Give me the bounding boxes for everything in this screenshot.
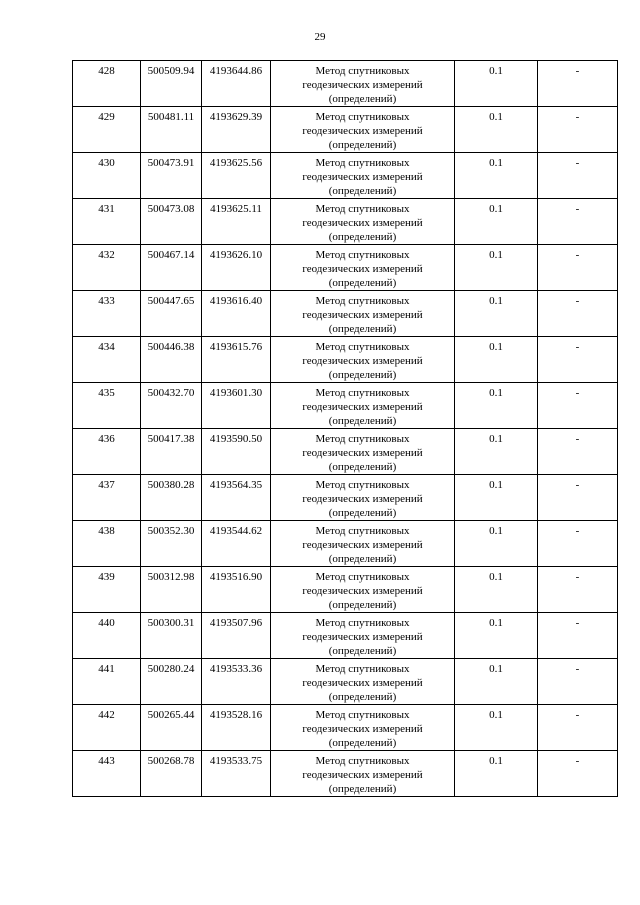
method-line: Метод спутниковых — [315, 571, 410, 583]
x-coordinate-cell: 500268.78 — [141, 751, 202, 797]
y-coordinate-cell: 4193528.16 — [202, 705, 271, 751]
method-line: геодезических измерений — [302, 769, 423, 781]
method-line: геодезических измерений — [302, 217, 423, 229]
method-cell — [271, 153, 455, 199]
accuracy-cell: 0.1 — [455, 475, 538, 521]
point-number-cell: 431 — [73, 199, 141, 245]
method-line: Метод спутниковых — [315, 755, 410, 767]
method-cell — [271, 199, 455, 245]
note-cell: - — [538, 659, 618, 705]
point-number-cell: 436 — [73, 429, 141, 475]
table-row — [73, 475, 618, 521]
method-line: Метод спутниковых — [315, 663, 410, 675]
x-coordinate-cell: 500473.08 — [141, 199, 202, 245]
method-line: Метод спутниковых — [315, 249, 410, 261]
method-line: (определений) — [328, 737, 397, 749]
point-number-cell: 430 — [73, 153, 141, 199]
method-cell — [271, 613, 455, 659]
method-line: Метод спутниковых — [315, 203, 410, 215]
method-line: геодезических измерений — [302, 631, 423, 643]
coordinates-table — [72, 60, 618, 797]
method-line: (определений) — [328, 277, 397, 289]
note-cell: - — [538, 567, 618, 613]
x-coordinate-cell: 500432.70 — [141, 383, 202, 429]
method-line: (определений) — [328, 599, 397, 611]
y-coordinate-cell: 4193615.76 — [202, 337, 271, 383]
x-coordinate-cell: 500280.24 — [141, 659, 202, 705]
x-coordinate-cell: 500467.14 — [141, 245, 202, 291]
method-cell — [271, 659, 455, 705]
method-line: (определений) — [328, 231, 397, 243]
method-line: Метод спутниковых — [315, 479, 410, 491]
table-row — [73, 659, 618, 705]
point-number-cell: 432 — [73, 245, 141, 291]
method-cell — [271, 291, 455, 337]
table-row — [73, 61, 618, 107]
accuracy-cell: 0.1 — [455, 199, 538, 245]
method-line: геодезических измерений — [302, 125, 423, 137]
accuracy-cell: 0.1 — [455, 659, 538, 705]
table-row — [73, 521, 618, 567]
point-number-cell: 440 — [73, 613, 141, 659]
y-coordinate-cell: 4193625.56 — [202, 153, 271, 199]
x-coordinate-cell: 500509.94 — [141, 61, 202, 107]
accuracy-cell: 0.1 — [455, 429, 538, 475]
point-number-cell: 441 — [73, 659, 141, 705]
note-cell: - — [538, 245, 618, 291]
table-row — [73, 199, 618, 245]
method-line: геодезических измерений — [302, 677, 423, 689]
accuracy-cell: 0.1 — [455, 751, 538, 797]
table-row — [73, 153, 618, 199]
table-row — [73, 107, 618, 153]
accuracy-cell: 0.1 — [455, 107, 538, 153]
note-cell: - — [538, 429, 618, 475]
method-cell — [271, 567, 455, 613]
note-cell: - — [538, 199, 618, 245]
method-line: геодезических измерений — [302, 447, 423, 459]
y-coordinate-cell: 4193564.35 — [202, 475, 271, 521]
x-coordinate-cell: 500417.38 — [141, 429, 202, 475]
table-row — [73, 613, 618, 659]
method-line: Метод спутниковых — [315, 111, 410, 123]
method-line: (определений) — [328, 645, 397, 657]
method-cell — [271, 61, 455, 107]
table-row — [73, 291, 618, 337]
method-cell — [271, 383, 455, 429]
note-cell: - — [538, 153, 618, 199]
table-row — [73, 383, 618, 429]
method-line: Метод спутниковых — [315, 341, 410, 353]
method-cell — [271, 245, 455, 291]
y-coordinate-cell: 4193590.50 — [202, 429, 271, 475]
x-coordinate-cell: 500481.11 — [141, 107, 202, 153]
point-number-cell: 434 — [73, 337, 141, 383]
method-cell — [271, 751, 455, 797]
method-line: геодезических измерений — [302, 263, 423, 275]
point-number-cell: 439 — [73, 567, 141, 613]
x-coordinate-cell: 500380.28 — [141, 475, 202, 521]
coordinates-table-body — [73, 61, 618, 797]
note-cell: - — [538, 383, 618, 429]
method-line: (определений) — [328, 691, 397, 703]
method-cell — [271, 429, 455, 475]
method-line: Метод спутниковых — [315, 433, 410, 445]
method-line: геодезических измерений — [302, 401, 423, 413]
note-cell: - — [538, 337, 618, 383]
method-line: геодезических измерений — [302, 171, 423, 183]
y-coordinate-cell: 4193544.62 — [202, 521, 271, 567]
method-line: (определений) — [328, 139, 397, 151]
y-coordinate-cell: 4193626.10 — [202, 245, 271, 291]
note-cell: - — [538, 751, 618, 797]
y-coordinate-cell: 4193644.86 — [202, 61, 271, 107]
method-line: геодезических измерений — [302, 723, 423, 735]
accuracy-cell: 0.1 — [455, 567, 538, 613]
accuracy-cell: 0.1 — [455, 61, 538, 107]
table-row — [73, 751, 618, 797]
x-coordinate-cell: 500352.30 — [141, 521, 202, 567]
note-cell: - — [538, 107, 618, 153]
method-line: геодезических измерений — [302, 355, 423, 367]
method-line: геодезических измерений — [302, 309, 423, 321]
method-line: Метод спутниковых — [315, 617, 410, 629]
method-line: геодезических измерений — [302, 585, 423, 597]
y-coordinate-cell: 4193625.11 — [202, 199, 271, 245]
x-coordinate-cell: 500312.98 — [141, 567, 202, 613]
x-coordinate-cell: 500446.38 — [141, 337, 202, 383]
method-cell — [271, 521, 455, 567]
x-coordinate-cell: 500473.91 — [141, 153, 202, 199]
method-line: Метод спутниковых — [315, 157, 410, 169]
y-coordinate-cell: 4193507.96 — [202, 613, 271, 659]
point-number-cell: 442 — [73, 705, 141, 751]
method-line: Метод спутниковых — [315, 295, 410, 307]
method-line: Метод спутниковых — [315, 65, 410, 77]
note-cell: - — [538, 61, 618, 107]
method-cell — [271, 705, 455, 751]
accuracy-cell: 0.1 — [455, 705, 538, 751]
method-line: (определений) — [328, 783, 397, 795]
y-coordinate-cell: 4193516.90 — [202, 567, 271, 613]
method-line: (определений) — [328, 461, 397, 473]
point-number-cell: 438 — [73, 521, 141, 567]
method-line: (определений) — [328, 369, 397, 381]
accuracy-cell: 0.1 — [455, 383, 538, 429]
accuracy-cell: 0.1 — [455, 153, 538, 199]
method-line: геодезических измерений — [302, 539, 423, 551]
method-line: (определений) — [328, 507, 397, 519]
table-row — [73, 567, 618, 613]
table-row — [73, 429, 618, 475]
method-line: (определений) — [328, 323, 397, 335]
note-cell: - — [538, 613, 618, 659]
accuracy-cell: 0.1 — [455, 613, 538, 659]
y-coordinate-cell: 4193601.30 — [202, 383, 271, 429]
method-line: геодезических измерений — [302, 79, 423, 91]
method-cell — [271, 337, 455, 383]
point-number-cell: 433 — [73, 291, 141, 337]
note-cell: - — [538, 475, 618, 521]
method-line: Метод спутниковых — [315, 387, 410, 399]
x-coordinate-cell: 500300.31 — [141, 613, 202, 659]
x-coordinate-cell: 500265.44 — [141, 705, 202, 751]
y-coordinate-cell: 4193533.36 — [202, 659, 271, 705]
note-cell: - — [538, 291, 618, 337]
point-number-cell: 437 — [73, 475, 141, 521]
method-line: (определений) — [328, 415, 397, 427]
method-line: Метод спутниковых — [315, 709, 410, 721]
table-row — [73, 245, 618, 291]
method-cell — [271, 475, 455, 521]
method-cell — [271, 107, 455, 153]
point-number-cell: 429 — [73, 107, 141, 153]
point-number-cell: 428 — [73, 61, 141, 107]
method-line: Метод спутниковых — [315, 525, 410, 537]
note-cell: - — [538, 705, 618, 751]
point-number-cell: 435 — [73, 383, 141, 429]
accuracy-cell: 0.1 — [455, 337, 538, 383]
y-coordinate-cell: 4193533.75 — [202, 751, 271, 797]
method-line: геодезических измерений — [302, 493, 423, 505]
page-number: 29 — [314, 31, 326, 43]
method-line: (определений) — [328, 93, 397, 105]
accuracy-cell: 0.1 — [455, 291, 538, 337]
table-row — [73, 337, 618, 383]
y-coordinate-cell: 4193616.40 — [202, 291, 271, 337]
y-coordinate-cell: 4193629.39 — [202, 107, 271, 153]
method-line: (определений) — [328, 553, 397, 565]
note-cell: - — [538, 521, 618, 567]
accuracy-cell: 0.1 — [455, 521, 538, 567]
x-coordinate-cell: 500447.65 — [141, 291, 202, 337]
table-row — [73, 705, 618, 751]
accuracy-cell: 0.1 — [455, 245, 538, 291]
method-line: (определений) — [328, 185, 397, 197]
point-number-cell: 443 — [73, 751, 141, 797]
